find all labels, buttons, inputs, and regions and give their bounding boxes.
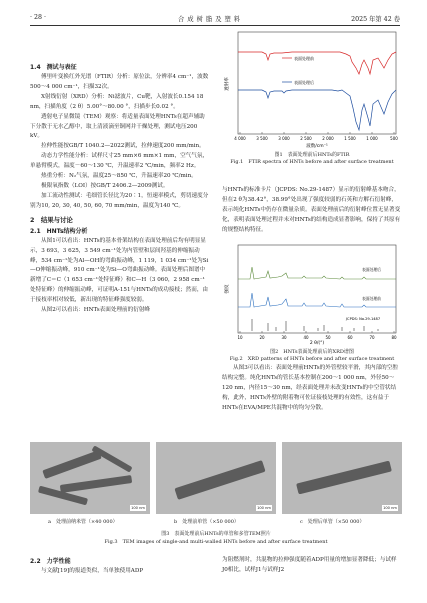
x-tick-label: 3 000 — [278, 136, 290, 141]
figure-1-caption-en: Fig.1 FTIR spectra of HNTs before and after surface treatment — [230, 159, 394, 165]
y-axis-label: 透射率 — [225, 77, 230, 91]
scale-bar: 100 nm — [257, 506, 271, 510]
page-number: · 28 · — [30, 14, 47, 21]
legend-after: 表面处理后 — [294, 80, 314, 85]
figure-2-caption: 图2 HNTs表面处理前后的XRD谱图 — [270, 349, 354, 355]
x-tick-label: 10 — [237, 335, 243, 340]
paragraph: 从图3可以看出：表面处理前HNTs的外管壁较平滑，其内部的空腔结构完整。纯化HNTs的管长基本控制在200～1 000 nm，外径50～120 nm，内径15～30 nm，经表面处理并未改变HNTs的中空管状结构，此外，HNTs外壁的附着物可佐证接枝处理的有效性，这有益于HNTs在EVA/MPE共混物中的均匀分散。 — [222, 365, 398, 411]
tem-panel-c — [282, 442, 402, 514]
x-tick-label: 40 — [303, 335, 309, 340]
xrd-chart — [222, 243, 402, 345]
trace-label-before: 表面处理前 — [362, 296, 381, 301]
scale-bar: 100 nm — [383, 506, 397, 510]
paragraph: 动态力学性能分析：试样尺寸25 mm×6 mm×1 mm，空气气氛，单悬臂模式，温度－60～130 ℃，升温速率2 ℃/min，频率2 Hz。 — [30, 153, 209, 170]
x-tick-label: 3 500 — [256, 136, 268, 141]
panel-a-label: a 处理前纳米管（×40 000） — [48, 519, 118, 525]
paragraph: 与HNTs的标准卡片（JCPDS: No.29-1487）显示的衍射峰基本吻合，但在2 θ为38.42°，38.99°处出现了强度较弱的石英和方解石衍射峰，表示纯化HNTs中仍存在微量杂质。表面处理前后的衍射峰位置无显著变化，表明表面处理过程并未对HNTs的结构造成显著影响，保持了其原有的规整结构特征。 — [222, 187, 401, 233]
right-column-text-2 — [222, 364, 402, 414]
subsection-heading: 2.2 力学性能 — [30, 558, 71, 565]
y-axis-label: 强度 — [225, 284, 230, 294]
left-column — [30, 62, 210, 316]
panel-c-label: c 处理后单管（×50 000） — [300, 519, 365, 525]
paragraph: 从图1可以看出：HNTs的基本骨架结构在表面处理前后均有明显显示，3 693，3 625，3 549 cm⁻¹处为内管壁和层间羟基的伸缩振动峰，534 cm⁻¹处为Al—OH的弯曲振动峰，1 119，1 034 cm⁻¹处为Si—O伸缩振动峰，910 cm⁻¹处为Si—O弯曲振动峰。表面处理后图谱中新增了C＝C（1 653 cm⁻¹处特征峰）和C—H（3 060，2 958 cm⁻¹处特征峰）的伸缩振动峰，可证明A-151与HNTs的成功接枝；然而，由于接枝率相对较低，新出现的特征峰强度较弱。 — [30, 237, 209, 304]
x-tick-label: 1 000 — [366, 136, 378, 141]
x-tick-label: 80 — [391, 335, 397, 340]
paragraph: X射线衍射（XRD）分析：Ni滤波片，Cu靶，入射波长0.154 18 nm，扫描角度（2 θ）5.00°～80.00 °，扫描步长0.02 °。 — [30, 93, 204, 110]
figure-1 — [222, 30, 402, 166]
legend-before: 表面处理前 — [294, 56, 314, 61]
figure-1-caption: 图1 表面处理前后HNTs的FTIR — [274, 152, 350, 158]
figure-3-caption: 图3 表面处理前后HNTs的单管和多管TEM照片 — [161, 531, 271, 537]
trace-label-after: 表面处理后 — [362, 267, 381, 272]
figure-3-caption-en: Fig.3 TEM images of single-and multi-walled HNTs before and after surface treatment — [104, 539, 328, 545]
section-heading: 1.4 测试与表征 — [30, 64, 77, 71]
paragraph: 透射电子显微镜（TEM）观察：将适量表面处理HNTs在超声辅助下分散于无水乙醇中，取上清液滴至铜网并干燥处理，测试电压200 kV。 — [30, 113, 205, 140]
x-tick-label: 50 — [325, 335, 331, 340]
x-tick-label: 20 — [259, 335, 265, 340]
paragraph: 热重分析：N₂气氛，温度25～850 ℃，升温速率20 ℃/min。 — [41, 173, 197, 180]
figure-2 — [222, 243, 402, 363]
paragraph: 从图2可以看出：HNTs表面处理前的衍射峰 — [41, 307, 151, 314]
figure-3 — [30, 442, 402, 552]
x-axis-label: 波数/cm⁻¹ — [306, 144, 328, 148]
series-after-line — [238, 90, 396, 130]
panel-b-label: b 处理前单管（×50 000） — [174, 519, 239, 525]
x-tick-label: 1 500 — [344, 136, 356, 141]
tem-panel-b — [156, 442, 276, 514]
scale-bar: 100 nm — [131, 506, 145, 510]
right-column-text — [222, 186, 402, 236]
paragraph: 加工流动性测试：毛细管长径比为20∶1，恒速率模式，剪切速度分别为10, 20, 30, 40, 50, 60, 70 mm/min，温度为140 ℃。 — [30, 192, 209, 209]
tem-panel-a — [30, 442, 150, 514]
x-tick-label: 2 500 — [300, 136, 312, 141]
subsection-heading: 2.1 HNTs结构分析 — [30, 227, 88, 235]
x-tick-label: 500 — [390, 136, 398, 141]
paragraph: 与文献[19]的报道类似，当单独使用ADP — [41, 568, 144, 574]
bottom-left-text — [30, 556, 210, 577]
x-tick-label: 60 — [347, 335, 353, 340]
paragraph: 拉伸性能按GB/T 1040.2—2022测试，拉伸速度200 mm/min。 — [41, 143, 205, 150]
paragraph: 为阻燃剂时，共混物的拉伸强度随着ADP用量的增加显著降低；与试样J0相比，试样J1与试样J2 — [222, 557, 397, 573]
section-heading: 2 结果与讨论 — [30, 215, 73, 224]
journal-title: 合 成 树 脂 及 塑 料 — [178, 16, 241, 23]
x-tick-label: 30 — [281, 335, 287, 340]
reference-label: JCPDS: No.29-1487 — [346, 317, 381, 321]
ftir-chart — [222, 30, 402, 148]
series-before-line — [238, 52, 396, 74]
volume-info: 2025 年第 42 卷 — [351, 16, 400, 23]
figure-2-caption-en: Fig.2 XRD patterns of HNTs before and after surface treatment — [229, 356, 395, 362]
x-tick-label: 4 000 — [234, 136, 246, 141]
paragraph: 极限氧指数（LOI）按GB/T 2406.2—2009测试。 — [41, 182, 169, 189]
x-tick-label: 2 000 — [322, 136, 334, 141]
bottom-right-text — [222, 556, 402, 576]
running-header — [30, 9, 400, 26]
paragraph: 傅里叶变换红外光谱（FTIR）分析：原位法，分辨率4 cm⁻¹，波数500～4 000 cm⁻¹，扫描32次。 — [30, 74, 209, 90]
x-tick-label: 70 — [369, 335, 375, 340]
x-axis-label: 2 θ/(°) — [309, 341, 325, 345]
